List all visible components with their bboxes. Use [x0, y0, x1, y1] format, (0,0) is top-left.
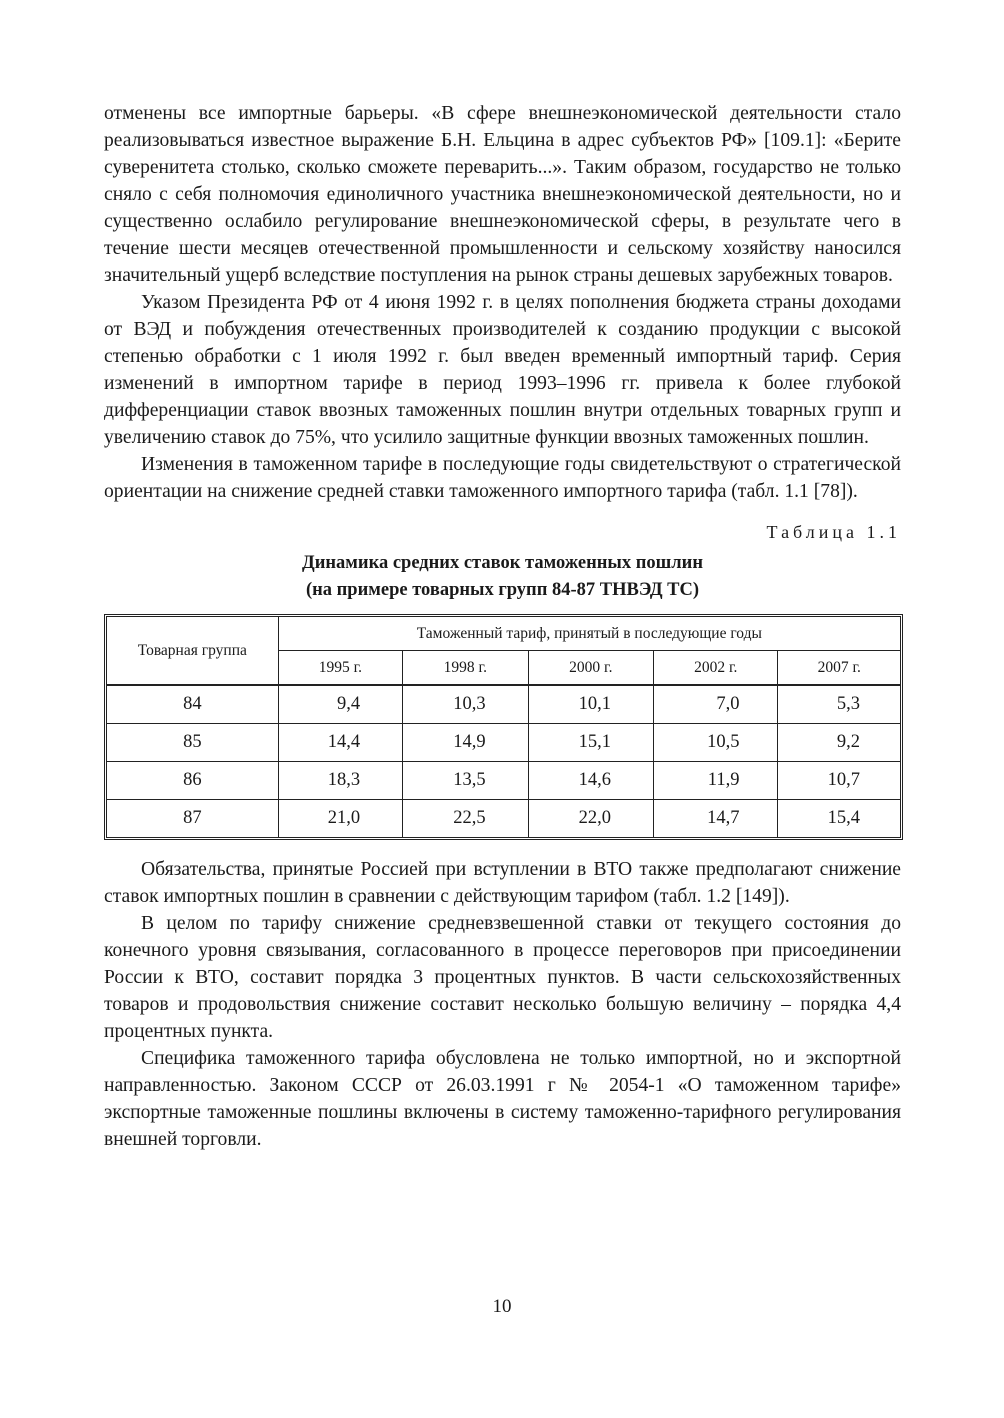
cell-value: 15,4	[778, 800, 901, 838]
page-number: 10	[492, 1296, 512, 1317]
table-label: Таблица 1.1	[766, 522, 901, 542]
paragraph-5: В целом по тарифу снижение средневзвешенной ставки от текущего состояния до конечного уровня связывания, согласованного в процессе переговоров при присоединении России к ВТО, составит порядка 3 процентных пунктов. В части сельскохозяйственных товаров и продовольствия снижение составит несколько большую величину – порядка 4,4 процентных пункта.	[104, 913, 901, 1042]
cell-group: 87	[107, 800, 279, 838]
table-caption	[104, 550, 901, 604]
cell-value: 13,5	[403, 762, 528, 800]
header-year: 1998 г.	[403, 651, 528, 686]
table-row	[107, 685, 901, 724]
tariff-table-frame	[104, 614, 903, 840]
header-year: 2007 г.	[778, 651, 901, 686]
cell-value: 7,0	[654, 685, 778, 724]
cell-value: 10,1	[528, 685, 653, 724]
cell-value: 10,5	[654, 724, 778, 762]
cell-value: 5,3	[778, 685, 901, 724]
cell-value: 14,9	[403, 724, 528, 762]
cell-value: 22,5	[403, 800, 528, 838]
header-year: 1995 г.	[278, 651, 402, 686]
table-row	[107, 724, 901, 762]
table-caption-line-2: (на примере товарных групп 84-87 ТНВЭД ТС)	[305, 580, 700, 600]
table-row	[107, 762, 901, 800]
cell-value: 18,3	[278, 762, 402, 800]
cell-group: 84	[107, 685, 279, 724]
text-after-table	[104, 856, 901, 1153]
cell-value: 10,7	[778, 762, 901, 800]
cell-group: 86	[107, 762, 279, 800]
cell-value: 9,2	[778, 724, 901, 762]
paragraph-1: отменены все импортные барьеры. «В сфере внешнеэкономической деятельности стало реализовываться известное выражение Б.Н. Ельцина в адрес субъектов РФ» [109.1]: «Берите суверенитета столько, сколько сможете переварить...». Таким образом, государство не только сняло с себя полномочия единоличного участника внешнеэкономической деятельности, но и существенно ослабило регулирование внешнеэкономической сферы, в результате чего в течение шести месяцев отечественной промышленности и сельскому хозяйству наносился значительный ущерб вследствие поступления на рынок страны дешевых зарубежных товаров.	[104, 103, 901, 286]
header-year: 2000 г.	[528, 651, 653, 686]
tariff-table	[106, 616, 901, 838]
header-tariff: Таможенный тариф, принятый в последующие годы	[278, 617, 900, 651]
header-product-group: Товарная группа	[107, 617, 279, 686]
cell-value: 14,4	[278, 724, 402, 762]
paragraph-3: Изменения в таможенном тарифе в последующие годы свидетельствуют о стратегической ориентации на снижение средней ставки таможенного импортного тарифа (табл. 1.1 [78]).	[104, 454, 901, 502]
header-year: 2002 г.	[654, 651, 778, 686]
cell-value: 15,1	[528, 724, 653, 762]
cell-value: 10,3	[403, 685, 528, 724]
table-caption-line-1: Динамика средних ставок таможенных пошлин	[302, 553, 703, 573]
paragraph-4: Обязательства, принятые Россией при вступлении в ВТО также предполагают снижение ставок импортных пошлин в сравнении с действующим тарифом (табл. 1.2 [149]).	[104, 859, 901, 907]
cell-value: 9,4	[278, 685, 402, 724]
cell-value: 14,6	[528, 762, 653, 800]
cell-value: 22,0	[528, 800, 653, 838]
table-row	[107, 800, 901, 838]
paragraph-6: Специфика таможенного тарифа обусловлена не только импортной, но и экспортной направленностью. Законом СССР от 26.03.1991 г № 2054-1 «О таможенном тарифе» экспортные таможенные пошлины включены в систему таможенно-тарифного регулирования внешней торговли.	[104, 1048, 901, 1150]
cell-value: 14,7	[654, 800, 778, 838]
cell-group: 85	[107, 724, 279, 762]
page-content	[104, 100, 901, 1153]
cell-value: 21,0	[278, 800, 402, 838]
cell-value: 11,9	[654, 762, 778, 800]
paragraph-2: Указом Президента РФ от 4 июня 1992 г. в целях пополнения бюджета страны доходами от ВЭД и побуждения отечественных производителей к созданию продукции с высокой степенью обработки с 1 июля 1992 г. был введен временный импортный тариф. Серия изменений в импортном тарифе в период 1993–1996 гг. привела к более глубокой дифференциации ставок ввозных таможенных пошлин внутри отдельных товарных групп и увеличению ставок до 75%, что усилило защитные функции ввозных таможенных пошлин.	[104, 292, 901, 448]
